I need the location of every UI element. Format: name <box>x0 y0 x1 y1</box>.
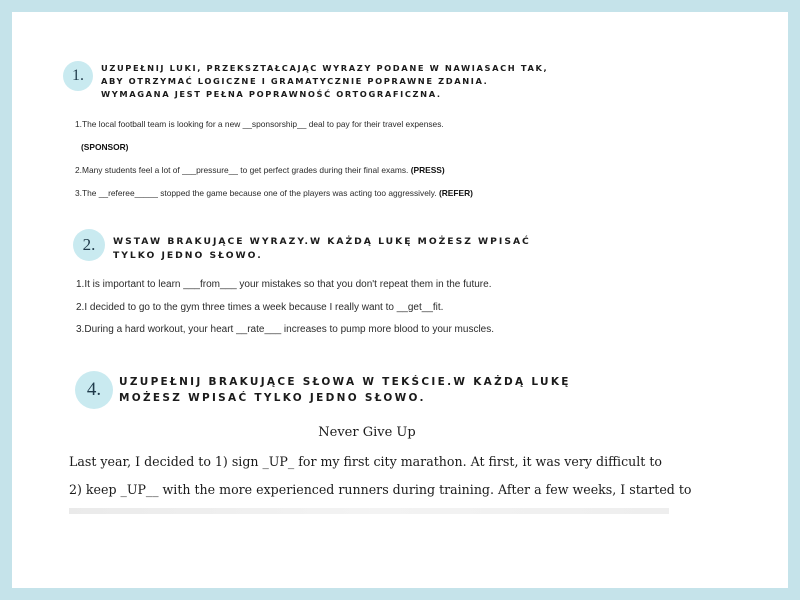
section-heading: UZUPEŁNIJ LUKI, PRZEKSZTAŁCAJĄC WYRAZY PODANE W NAWIASACH TAK, ABY OTRZYMAĆ LOGICZNE I GRAMATYCZNIE POPRAWNE ZDANIA. WYMAGANA JEST PEŁNA POPRAWNOŚĆ ORTOGRAFICZNA. <box>101 63 549 99</box>
worksheet-page <box>12 12 788 588</box>
item-text: I decided to go to the gym three times a week because I really want to __get__fit. <box>84 302 444 313</box>
keyword: (SPONSOR) <box>81 142 129 152</box>
item-number: 1. <box>76 279 85 290</box>
exercise-item <box>76 324 494 335</box>
item-text: The __referee_____ stopped the game because one of the players was acting too aggressively. <box>82 188 439 198</box>
item-number: 3. <box>75 188 82 198</box>
item-text: It is important to learn ___from___ your mistakes so that you don't repeat them in the future. <box>84 279 492 290</box>
item-text: The local football team is looking for a new __sponsorship__ deal to pay for their travel expenses. <box>82 119 444 129</box>
story-line: 2) keep _UP__ with the more experienced runners during training. After a few weeks, I started to <box>69 482 692 497</box>
item-number: 1. <box>75 119 82 129</box>
item-text: During a hard workout, your heart __rate___ increases to pump more blood to your muscles. <box>84 324 495 335</box>
exercise-item <box>75 165 445 175</box>
keyword: (REFER) <box>438 188 473 198</box>
story-line: Last year, I decided to 1) sign _UP_ for my first city marathon. At first, it was very difficult to <box>69 454 662 469</box>
section-number-badge: 4. <box>75 371 113 409</box>
exercise-item <box>76 302 443 313</box>
keyword: (PRESS) <box>410 165 445 175</box>
section-number-badge: 1. <box>63 61 93 91</box>
item-number: 2. <box>75 165 82 175</box>
exercise-item <box>76 279 491 290</box>
exercise-item <box>75 188 473 198</box>
item-text: Many students feel a lot of ___pressure__ to get perfect grades during their final exams. <box>82 165 411 175</box>
item-number: 2. <box>76 302 85 313</box>
section-heading: UZUPEŁNIJ BRAKUJĄCE SŁOWA W TEKŚCIE.W KAŻDĄ LUKĘ MOŻESZ WPISAĆ TYLKO JEDNO SŁOWO. <box>119 376 571 404</box>
section-heading: WSTAW BRAKUJĄCE WYRAZY.W KAŻDĄ LUKĘ MOŻESZ WPISAĆ TYLKO JEDNO SŁOWO. <box>113 236 531 261</box>
story-title: Never Give Up <box>318 425 416 440</box>
faded-text-line <box>69 508 669 514</box>
section-number-badge: 2. <box>73 229 105 261</box>
exercise-item <box>75 119 444 129</box>
item-number: 3. <box>76 324 85 335</box>
exercise-item-keyword <box>81 142 128 152</box>
